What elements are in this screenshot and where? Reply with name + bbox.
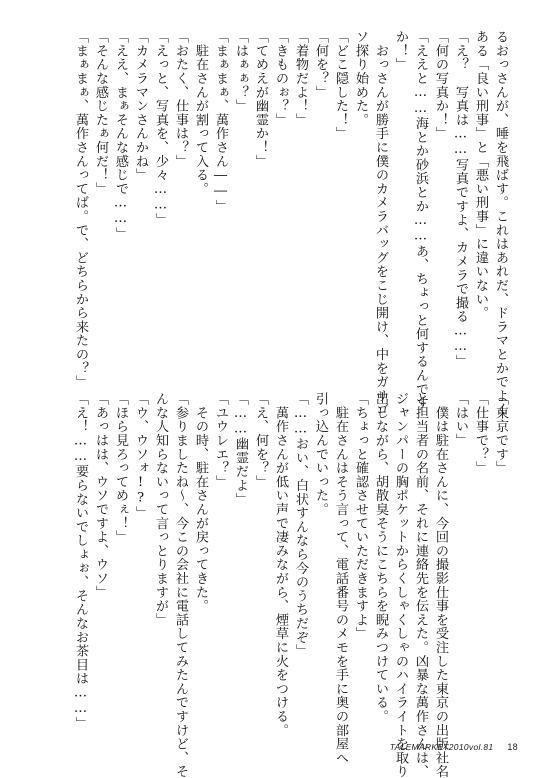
text-line: 出しながら、胡散臭そうにこちらを睨みつけている。 (373, 392, 388, 724)
text-line: ソ探り始めた。 (353, 30, 368, 127)
text-line: 萬作さんが低い声で凄みながら、煙草に火をつける。 (273, 392, 288, 737)
text-line: 「まぁまぁ、萬作さんってば。で、どちらから来たの？」 (73, 30, 88, 389)
text-line: 「カメラマンさんかね」 (133, 30, 148, 182)
text-line: 「はぁぁ？」 (233, 30, 248, 113)
text-line: るおっさんが、唾を飛ばす。これはあれだ、ドラマとかでよく (493, 30, 508, 417)
text-line: 「おたく、仕事は？」 (173, 30, 188, 168)
text-line: 「ユウレエ？」 (213, 392, 228, 489)
upper-text-block (70, 30, 510, 417)
page-number: 18 (507, 742, 518, 752)
text-line: おっさんが勝手に僕のカメラバッグをこじ開け、中をガサゴ (373, 30, 388, 417)
text-line: 「仕事で？」 (473, 392, 488, 475)
text-line: 「……おい、白状すんなら今のうちだぞ」 (293, 392, 308, 658)
text-line: 「え！……要らないでしょぉ、そんなお茶目は……」 (73, 392, 88, 731)
text-line: 「えっと、写真を、少々……」 (153, 30, 168, 227)
text-line: 「ほら見ろってめぇ！」 (113, 392, 128, 544)
text-line: 「あっはは、ウソですよ、ウソ」 (93, 392, 108, 599)
text-line: 「着物だよ！」 (293, 30, 308, 127)
text-line: 「参りましたね～、今この会社に電話してみたんですけど、そ (173, 392, 188, 778)
text-line: 「そんな感じたぁ何だ！」 (93, 30, 108, 196)
text-line: 僕は駐在さんに、今回の撮影仕事を受注した東京の出版社名 (433, 392, 448, 778)
text-line: 「え？ 写真は……写真ですよ、カメラで撮る……」 (453, 30, 468, 369)
text-line: 「何の写真か！」 (433, 30, 448, 141)
text-line: 「……幽霊だよ」 (233, 392, 248, 506)
text-line: ジャンパーの胸ポケットからくしゃくしゃのハイライトを取り (393, 392, 408, 778)
text-line: 「どこ隠した！」 (333, 30, 348, 141)
text-line: 「はい」 (453, 392, 468, 448)
text-line: と担当者の名前、それに連絡先を伝えた。凶暴な萬作さんは、 (413, 392, 428, 778)
text-line: 「まぁまぁ、萬作さん――」 (213, 30, 228, 213)
text-line: 「東京です」 (493, 392, 508, 475)
text-line: か！」 (393, 30, 408, 72)
text-line: 「てめえが幽霊か！」 (253, 30, 268, 168)
text-line: 駐在さんが割って入る。 (193, 30, 208, 196)
text-line: 「きものぉ？」 (273, 30, 288, 127)
text-line: 引っ込んでいった。 (313, 392, 328, 517)
text-line: んな人知らないって言っとりますが」 (153, 392, 168, 627)
text-line: 駐在さんはそう言って、電話番号のメモを手に奥の部屋へ (333, 392, 348, 765)
page-footer (390, 742, 518, 752)
text-line: その時、駐在さんが戻ってきた。 (193, 392, 208, 613)
text-line: 「ウ、ウソォ!?」 (133, 392, 148, 520)
text-line: 「え、何を？」 (253, 392, 268, 489)
text-line: 「何を？」 (313, 30, 328, 99)
text-line: 「ちょっと確認させていただきますよ」 (353, 392, 368, 641)
text-line: ある「良い刑事」と「悪い刑事」に違いない。 (473, 30, 488, 320)
publication-name: TALEMARKET2010vol.81 (389, 742, 494, 752)
text-line: 「ええ、まぁそんな感じで……」 (113, 30, 128, 241)
text-line: 「ええと……海とか砂浜とか……あ、ちょっと何するんです (413, 30, 428, 410)
